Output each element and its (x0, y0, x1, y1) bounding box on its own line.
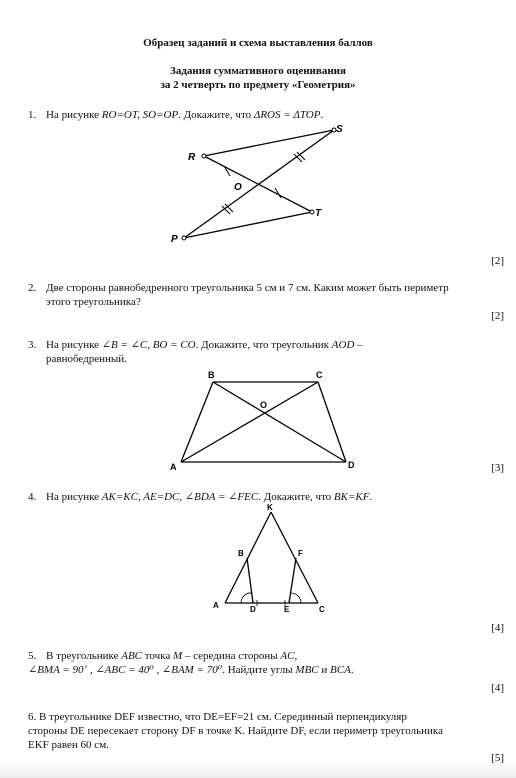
label-d: D (348, 460, 355, 470)
page-subtitle-2: за 2 четверть по предмету «Геометрия» (160, 79, 356, 91)
task-number: 4. (28, 491, 37, 503)
task-number: 3. (28, 339, 37, 351)
task-5: 5. В треугольнике ABC точка M – середина стороны AC, ∠BMA = 90˚ , ∠ABC = 40⁰ , ∠BAM = 70⁰. Найдите углы MBC и BCA. (28, 650, 354, 676)
page-title: Образец заданий и схема выставления баллов (143, 37, 373, 49)
label-o: O (260, 400, 268, 410)
segment-bd (213, 382, 346, 462)
task-6-score: [5] (491, 752, 504, 764)
task-number: 6. (28, 711, 37, 723)
segment-ab (181, 382, 213, 462)
task-1: 1. На рисунке RO=OT, SO=OP. Докажите, что ΔROS = ΔTOP. (28, 109, 324, 121)
segment-ca (181, 382, 318, 462)
segment-sp (184, 130, 334, 238)
segment-rs (204, 130, 334, 156)
label-b: B (208, 370, 215, 380)
task-number: 1. (28, 109, 37, 121)
task-number: 5. (28, 650, 37, 662)
page-subtitle-1: Задания суммативного оценивания (170, 65, 346, 77)
page-bottom-shadow (0, 758, 516, 778)
label-e: E (284, 605, 290, 614)
task-5-score: [4] (491, 682, 504, 694)
label-f: F (298, 549, 303, 558)
task-3-figure (165, 368, 365, 476)
task-1-figure (160, 118, 360, 248)
label-o: O (234, 182, 242, 193)
task-4: 4. На рисунке AK=KC, AE=DC, ∠BDA = ∠FEC. Докажите, что BK=KF. (28, 491, 373, 503)
point-t (310, 210, 314, 214)
label-s: S (336, 124, 343, 135)
segment-pt (184, 212, 312, 238)
task-2: 2. Две стороны равнобедренного треугольника 5 см и 7 см. Каким может быть периметр этого треугольника? (28, 282, 449, 308)
angle-mark-bda (241, 593, 252, 603)
segment-ck (271, 512, 318, 603)
task-2-score: [2] (491, 310, 504, 322)
label-t: T (315, 208, 322, 219)
label-r: R (188, 152, 196, 163)
task-3: 3. На рисунке ∠B = ∠C, BO = CO. Докажите, что треугольник AOD – равнобедренный. (28, 339, 363, 365)
segment-db (247, 558, 253, 603)
segment-dc (318, 382, 346, 462)
angle-mark-fec (291, 593, 301, 603)
label-p: P (171, 234, 178, 245)
point-p (182, 236, 186, 240)
task-6: 6. В треугольнике DEF известно, что DE=EF=21 см. Серединный перпендикуляр стороны DE пересекает сторону DF в точке K. Найдите DF, если периметр треугольника EKF равен 60 см. (28, 711, 443, 751)
label-a: A (213, 601, 219, 610)
label-c: C (319, 605, 325, 614)
label-k: K (267, 503, 273, 512)
label-a: A (170, 462, 177, 472)
task-1-score: [2] (491, 255, 504, 267)
task-number: 2. (28, 282, 37, 294)
task-4-score: [4] (491, 622, 504, 634)
segment-ef (289, 558, 296, 603)
label-c: C (316, 370, 323, 380)
task-4-figure (205, 502, 335, 614)
label-b: B (238, 549, 244, 558)
label-d: D (250, 605, 256, 614)
task-3-score: [3] (491, 462, 504, 474)
segment-ak (225, 512, 271, 603)
point-r (202, 154, 206, 158)
